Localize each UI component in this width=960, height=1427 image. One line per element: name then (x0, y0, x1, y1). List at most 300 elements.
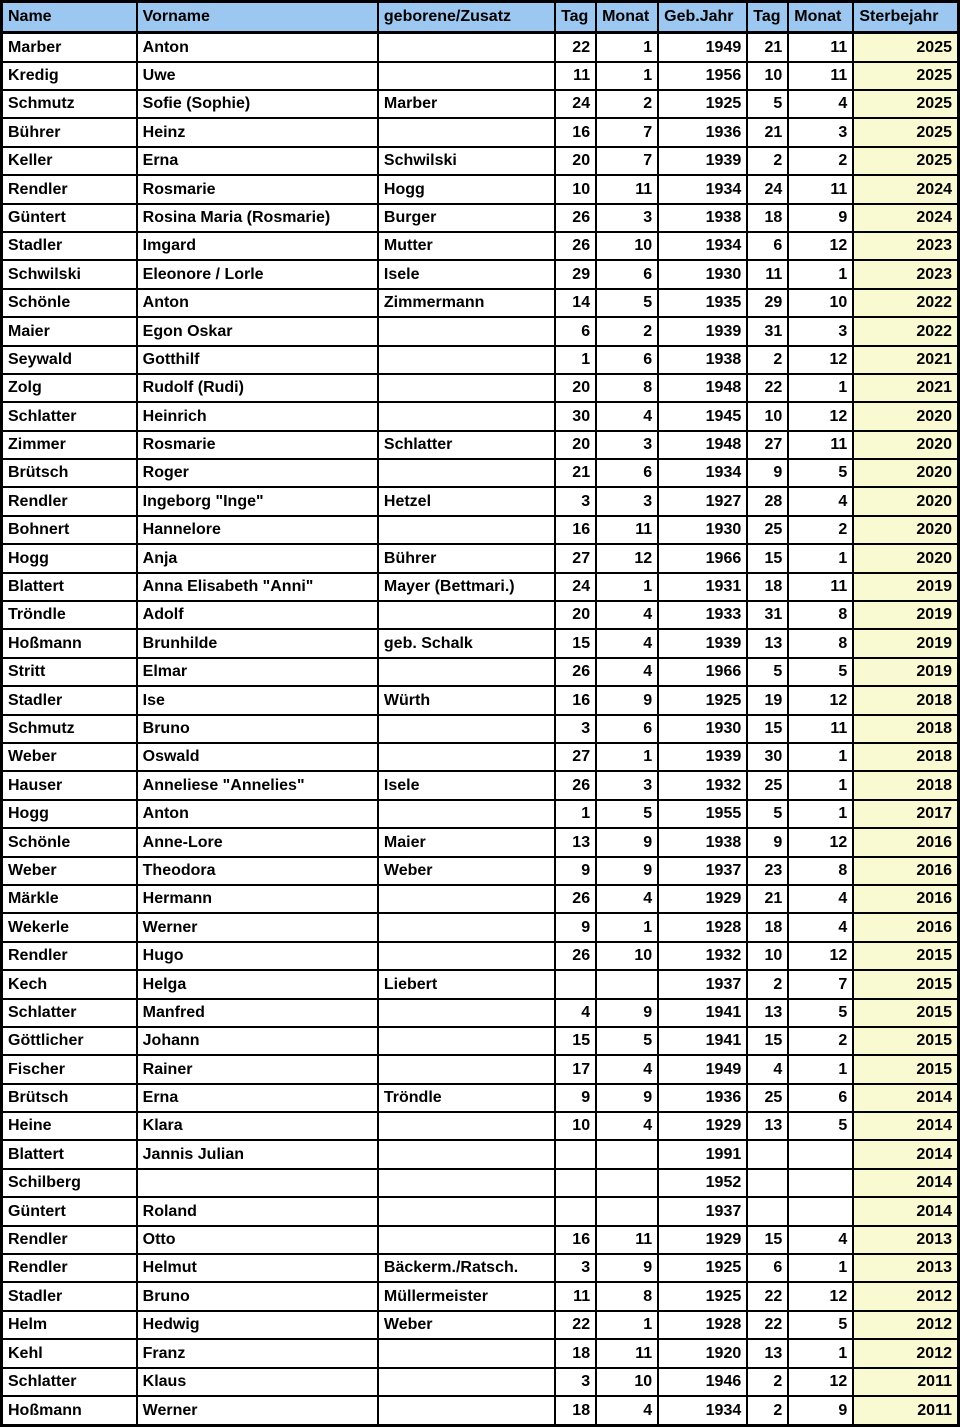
cell-sterbejahr: 2022 (853, 289, 958, 317)
cell-geb_jahr: 1925 (658, 686, 747, 714)
cell-name: Schmutz (2, 715, 137, 743)
cell-sterb_monat: 11 (788, 33, 853, 62)
cell-geborene_zusatz (378, 33, 555, 62)
cell-sterb_tag: 18 (747, 204, 788, 232)
table-row (2, 459, 959, 487)
cell-sterbejahr: 2015 (853, 970, 958, 998)
cell-geborene_zusatz (378, 1226, 555, 1254)
cell-geb_tag: 24 (555, 90, 596, 118)
cell-sterb_monat (788, 1140, 853, 1168)
table-row (2, 771, 959, 799)
cell-geb_jahr: 1948 (658, 374, 747, 402)
cell-geb_tag: 22 (555, 33, 596, 62)
cell-sterb_monat: 12 (788, 686, 853, 714)
cell-geb_monat: 3 (596, 771, 658, 799)
cell-sterbejahr: 2019 (853, 601, 958, 629)
cell-sterb_monat: 4 (788, 487, 853, 515)
cell-geb_monat: 9 (596, 1254, 658, 1282)
cell-geb_jahr: 1931 (658, 573, 747, 601)
cell-vorname: Klara (137, 1112, 378, 1140)
cell-sterbejahr: 2018 (853, 743, 958, 771)
cell-sterb_tag: 2 (747, 346, 788, 374)
cell-geb_jahr: 1946 (658, 1368, 747, 1396)
cell-name: Stadler (2, 1282, 137, 1310)
cell-geb_tag: 26 (555, 658, 596, 686)
cell-geb_tag: 9 (555, 913, 596, 941)
cell-name: Schmutz (2, 90, 137, 118)
cell-sterb_monat (788, 1169, 853, 1197)
cell-geborene_zusatz (378, 374, 555, 402)
cell-geb_tag: 20 (555, 374, 596, 402)
cell-vorname: Manfred (137, 999, 378, 1027)
table-row (2, 147, 959, 175)
cell-sterb_tag: 30 (747, 743, 788, 771)
cell-geb_jahr: 1937 (658, 857, 747, 885)
cell-geb_monat: 1 (596, 573, 658, 601)
cell-sterb_tag (747, 1169, 788, 1197)
cell-geb_jahr: 1956 (658, 62, 747, 90)
cell-geb_monat: 4 (596, 658, 658, 686)
cell-geb_tag: 15 (555, 1027, 596, 1055)
cell-sterb_tag: 10 (747, 62, 788, 90)
cell-geb_monat: 11 (596, 1339, 658, 1367)
table-row (2, 1368, 959, 1396)
table-row (2, 658, 959, 686)
cell-sterb_tag: 29 (747, 289, 788, 317)
cell-sterbejahr: 2025 (853, 62, 958, 90)
column-header-name: Name (2, 2, 137, 33)
cell-sterb_monat: 12 (788, 1368, 853, 1396)
cell-geb_jahr: 1966 (658, 544, 747, 572)
cell-geb_tag: 26 (555, 942, 596, 970)
cell-sterb_tag: 6 (747, 232, 788, 260)
cell-name: Keller (2, 147, 137, 175)
cell-sterbejahr: 2023 (853, 232, 958, 260)
cell-name: Rendler (2, 1226, 137, 1254)
cell-vorname: Klaus (137, 1368, 378, 1396)
cell-sterbejahr: 2018 (853, 686, 958, 714)
cell-sterbejahr: 2025 (853, 33, 958, 62)
cell-geborene_zusatz (378, 601, 555, 629)
cell-vorname: Adolf (137, 601, 378, 629)
cell-geborene_zusatz: Schwilski (378, 147, 555, 175)
cell-vorname: Hedwig (137, 1311, 378, 1339)
table-row (2, 346, 959, 374)
cell-name: Stritt (2, 658, 137, 686)
cell-geborene_zusatz (378, 516, 555, 544)
cell-sterb_tag: 23 (747, 857, 788, 885)
cell-geborene_zusatz (378, 118, 555, 146)
cell-name: Blattert (2, 573, 137, 601)
cell-name: Zolg (2, 374, 137, 402)
cell-sterb_monat: 11 (788, 715, 853, 743)
cell-sterbejahr: 2012 (853, 1339, 958, 1367)
cell-vorname: Rainer (137, 1055, 378, 1083)
cell-geb_monat: 4 (596, 1396, 658, 1426)
cell-name: Rendler (2, 175, 137, 203)
cell-name: Hogg (2, 800, 137, 828)
cell-sterbejahr: 2019 (853, 658, 958, 686)
cell-vorname: Anne-Lore (137, 828, 378, 856)
cell-name: Rendler (2, 487, 137, 515)
cell-sterbejahr: 2015 (853, 1055, 958, 1083)
cell-sterb_monat: 5 (788, 999, 853, 1027)
cell-geborene_zusatz: Isele (378, 771, 555, 799)
cell-sterbejahr: 2011 (853, 1368, 958, 1396)
cell-geb_monat (596, 970, 658, 998)
cell-vorname: Anton (137, 289, 378, 317)
cell-geb_tag: 13 (555, 828, 596, 856)
cell-sterb_monat: 8 (788, 857, 853, 885)
table-row (2, 800, 959, 828)
table-row (2, 317, 959, 345)
cell-vorname: Hermann (137, 885, 378, 913)
cell-vorname: Anneliese "Annelies" (137, 771, 378, 799)
cell-geb_jahr: 1939 (658, 317, 747, 345)
cell-geborene_zusatz (378, 402, 555, 430)
cell-sterb_tag: 5 (747, 658, 788, 686)
cell-name: Maier (2, 317, 137, 345)
cell-sterb_monat: 12 (788, 232, 853, 260)
cell-name: Wekerle (2, 913, 137, 941)
cell-geb_tag: 27 (555, 743, 596, 771)
cell-vorname: Rosina Maria (Rosmarie) (137, 204, 378, 232)
table-row (2, 942, 959, 970)
cell-sterb_monat: 12 (788, 346, 853, 374)
cell-vorname: Brunhilde (137, 629, 378, 657)
cell-geb_monat: 6 (596, 459, 658, 487)
cell-geb_tag: 15 (555, 629, 596, 657)
cell-geb_monat: 1 (596, 913, 658, 941)
column-header-geb_jahr: Geb.Jahr (658, 2, 747, 33)
cell-vorname: Rosmarie (137, 175, 378, 203)
table-row (2, 62, 959, 90)
cell-sterb_monat: 2 (788, 147, 853, 175)
cell-vorname: Hugo (137, 942, 378, 970)
cell-geborene_zusatz: Zimmermann (378, 289, 555, 317)
cell-geb_monat: 9 (596, 686, 658, 714)
cell-geb_monat: 1 (596, 33, 658, 62)
cell-geb_jahr: 1934 (658, 232, 747, 260)
cell-name: Brütsch (2, 1084, 137, 1112)
cell-geb_tag: 6 (555, 317, 596, 345)
cell-name: Hauser (2, 771, 137, 799)
cell-geb_jahr: 1937 (658, 1197, 747, 1225)
cell-sterbejahr: 2024 (853, 204, 958, 232)
cell-geborene_zusatz (378, 913, 555, 941)
cell-sterb_monat: 12 (788, 402, 853, 430)
cell-name: Güntert (2, 204, 137, 232)
cell-geb_monat: 4 (596, 601, 658, 629)
cell-geb_monat: 2 (596, 90, 658, 118)
cell-sterbejahr: 2014 (853, 1112, 958, 1140)
cell-sterb_monat: 10 (788, 289, 853, 317)
cell-geb_tag: 14 (555, 289, 596, 317)
cell-geb_tag: 1 (555, 346, 596, 374)
cell-geb_jahr: 1929 (658, 1112, 747, 1140)
cell-sterb_tag: 4 (747, 1055, 788, 1083)
cell-geborene_zusatz: Mayer (Bettmari.) (378, 573, 555, 601)
cell-name: Hoßmann (2, 629, 137, 657)
cell-geb_tag: 3 (555, 487, 596, 515)
cell-geborene_zusatz (378, 1396, 555, 1426)
cell-geb_tag: 20 (555, 431, 596, 459)
header-row (2, 2, 959, 33)
cell-geb_monat: 4 (596, 402, 658, 430)
cell-geb_jahr: 1935 (658, 289, 747, 317)
cell-sterb_monat: 1 (788, 260, 853, 288)
cell-geborene_zusatz: Marber (378, 90, 555, 118)
cell-geb_tag: 9 (555, 1084, 596, 1112)
cell-geb_tag (555, 970, 596, 998)
cell-geb_monat: 8 (596, 374, 658, 402)
cell-vorname: Rudolf (Rudi) (137, 374, 378, 402)
cell-name: Bohnert (2, 516, 137, 544)
cell-geb_jahr: 1955 (658, 800, 747, 828)
cell-vorname: Anja (137, 544, 378, 572)
cell-sterb_monat: 1 (788, 1055, 853, 1083)
cell-geb_monat: 5 (596, 800, 658, 828)
cell-sterb_monat: 12 (788, 942, 853, 970)
cell-geborene_zusatz: Hetzel (378, 487, 555, 515)
cell-geb_tag: 11 (555, 1282, 596, 1310)
cell-sterb_monat: 11 (788, 62, 853, 90)
table-row (2, 260, 959, 288)
cell-geb_monat: 1 (596, 1311, 658, 1339)
cell-vorname: Oswald (137, 743, 378, 771)
cell-vorname (137, 1169, 378, 1197)
cell-sterb_tag: 15 (747, 1027, 788, 1055)
cell-sterb_tag: 18 (747, 573, 788, 601)
cell-sterb_monat: 11 (788, 175, 853, 203)
cell-vorname: Gotthilf (137, 346, 378, 374)
cell-sterb_tag: 21 (747, 885, 788, 913)
cell-sterb_tag (747, 1197, 788, 1225)
cell-vorname: Roland (137, 1197, 378, 1225)
cell-geb_monat: 10 (596, 942, 658, 970)
cell-name: Schlatter (2, 999, 137, 1027)
cell-geb_jahr: 1929 (658, 1226, 747, 1254)
cell-geborene_zusatz: Isele (378, 260, 555, 288)
cell-vorname: Erna (137, 1084, 378, 1112)
table-row (2, 970, 959, 998)
cell-geb_tag: 3 (555, 1368, 596, 1396)
cell-geb_monat: 9 (596, 1084, 658, 1112)
cell-sterb_monat: 5 (788, 459, 853, 487)
cell-sterbejahr: 2018 (853, 771, 958, 799)
cell-vorname: Bruno (137, 1282, 378, 1310)
table-row (2, 1169, 959, 1197)
cell-geborene_zusatz: Liebert (378, 970, 555, 998)
cell-vorname: Helga (137, 970, 378, 998)
table-row (2, 544, 959, 572)
cell-vorname: Bruno (137, 715, 378, 743)
cell-vorname: Jannis Julian (137, 1140, 378, 1168)
cell-vorname: Rosmarie (137, 431, 378, 459)
cell-geb_jahr: 1938 (658, 828, 747, 856)
cell-sterb_monat: 5 (788, 1311, 853, 1339)
cell-vorname: Theodora (137, 857, 378, 885)
cell-sterb_tag: 2 (747, 1396, 788, 1426)
cell-geb_jahr: 1930 (658, 516, 747, 544)
cell-geb_jahr: 1948 (658, 431, 747, 459)
cell-sterbejahr: 2019 (853, 573, 958, 601)
cell-geb_jahr: 1934 (658, 175, 747, 203)
cell-name: Seywald (2, 346, 137, 374)
cell-sterbejahr: 2020 (853, 431, 958, 459)
column-header-vorname: Vorname (137, 2, 378, 33)
table-row (2, 743, 959, 771)
cell-name: Hoßmann (2, 1396, 137, 1426)
cell-geb_jahr: 1934 (658, 459, 747, 487)
cell-name: Zimmer (2, 431, 137, 459)
cell-geb_jahr: 1930 (658, 260, 747, 288)
cell-geb_jahr: 1941 (658, 1027, 747, 1055)
table-row (2, 1282, 959, 1310)
cell-geb_jahr: 1938 (658, 346, 747, 374)
cell-sterb_monat: 2 (788, 1027, 853, 1055)
cell-geborene_zusatz: Würth (378, 686, 555, 714)
cell-sterb_tag: 5 (747, 800, 788, 828)
cell-name: Heine (2, 1112, 137, 1140)
cell-geborene_zusatz (378, 800, 555, 828)
cell-sterbejahr: 2020 (853, 544, 958, 572)
cell-sterbejahr: 2014 (853, 1140, 958, 1168)
cell-geb_jahr: 1928 (658, 913, 747, 941)
cell-geborene_zusatz: Bäckerm./Ratsch. (378, 1254, 555, 1282)
cell-vorname: Egon Oskar (137, 317, 378, 345)
cell-sterbejahr: 2018 (853, 715, 958, 743)
cell-geb_tag: 11 (555, 62, 596, 90)
cell-geb_monat: 9 (596, 857, 658, 885)
cell-geb_jahr: 1928 (658, 1311, 747, 1339)
cell-geborene_zusatz (378, 1339, 555, 1367)
cell-geb_tag: 3 (555, 1254, 596, 1282)
column-header-sterb_tag: Tag (747, 2, 788, 33)
cell-geb_jahr: 1929 (658, 885, 747, 913)
cell-sterb_tag: 15 (747, 1226, 788, 1254)
cell-geborene_zusatz: Mutter (378, 232, 555, 260)
cell-vorname: Roger (137, 459, 378, 487)
cell-sterb_monat (788, 1197, 853, 1225)
cell-geb_jahr: 1936 (658, 118, 747, 146)
cell-name: Bührer (2, 118, 137, 146)
cell-sterb_monat: 4 (788, 885, 853, 913)
cell-name: Rendler (2, 1254, 137, 1282)
cell-sterbejahr: 2023 (853, 260, 958, 288)
table-row (2, 686, 959, 714)
cell-geborene_zusatz (378, 1368, 555, 1396)
cell-geb_tag (555, 1140, 596, 1168)
cell-geb_monat: 4 (596, 1112, 658, 1140)
cell-geborene_zusatz: geb. Schalk (378, 629, 555, 657)
cell-geb_tag: 16 (555, 686, 596, 714)
cell-sterbejahr: 2014 (853, 1084, 958, 1112)
cell-sterbejahr: 2019 (853, 629, 958, 657)
cell-sterb_monat: 4 (788, 90, 853, 118)
table-header (2, 2, 959, 33)
cell-geb_monat: 11 (596, 1226, 658, 1254)
cell-sterbejahr: 2021 (853, 374, 958, 402)
cell-sterbejahr: 2020 (853, 516, 958, 544)
cell-sterb_tag: 15 (747, 544, 788, 572)
column-header-geborene_zusatz: geborene/Zusatz (378, 2, 555, 33)
table-row (2, 33, 959, 62)
cell-geb_jahr: 1966 (658, 658, 747, 686)
cell-vorname: Werner (137, 1396, 378, 1426)
cell-sterb_monat: 6 (788, 1084, 853, 1112)
cell-name: Fischer (2, 1055, 137, 1083)
cell-name: Weber (2, 857, 137, 885)
table-row (2, 1055, 959, 1083)
cell-sterb_monat: 2 (788, 516, 853, 544)
cell-geborene_zusatz: Weber (378, 857, 555, 885)
cell-sterb_tag: 22 (747, 1311, 788, 1339)
cell-geborene_zusatz (378, 1169, 555, 1197)
cell-sterb_tag: 10 (747, 402, 788, 430)
table-row (2, 232, 959, 260)
cell-geb_tag: 21 (555, 459, 596, 487)
table-row (2, 1254, 959, 1282)
cell-sterb_tag: 13 (747, 629, 788, 657)
cell-geb_monat: 8 (596, 1282, 658, 1310)
cell-geborene_zusatz (378, 999, 555, 1027)
cell-geb_monat: 6 (596, 715, 658, 743)
cell-geb_jahr: 1938 (658, 204, 747, 232)
cell-geb_jahr: 1941 (658, 999, 747, 1027)
table-row (2, 629, 959, 657)
cell-vorname: Sofie (Sophie) (137, 90, 378, 118)
cell-geb_monat (596, 1140, 658, 1168)
cell-geb_monat: 3 (596, 487, 658, 515)
cell-sterb_monat: 12 (788, 828, 853, 856)
cell-geborene_zusatz (378, 1197, 555, 1225)
table-row (2, 175, 959, 203)
cell-sterbejahr: 2015 (853, 999, 958, 1027)
cell-name: Rendler (2, 942, 137, 970)
cell-geb_monat: 7 (596, 118, 658, 146)
cell-geb_monat: 7 (596, 147, 658, 175)
table-row (2, 118, 959, 146)
cell-name: Märkle (2, 885, 137, 913)
cell-name: Schlatter (2, 1368, 137, 1396)
cell-sterb_monat: 8 (788, 601, 853, 629)
cell-geb_jahr: 1991 (658, 1140, 747, 1168)
cell-sterbejahr: 2025 (853, 147, 958, 175)
cell-sterb_tag: 13 (747, 1339, 788, 1367)
cell-geb_tag: 4 (555, 999, 596, 1027)
cell-sterb_monat: 11 (788, 573, 853, 601)
cell-name: Kech (2, 970, 137, 998)
cell-geb_tag: 17 (555, 1055, 596, 1083)
table-body (2, 33, 959, 1426)
cell-sterb_monat: 4 (788, 1226, 853, 1254)
cell-sterb_tag: 22 (747, 1282, 788, 1310)
cell-sterb_tag: 6 (747, 1254, 788, 1282)
table-row (2, 857, 959, 885)
cell-sterbejahr: 2012 (853, 1282, 958, 1310)
cell-geb_monat (596, 1169, 658, 1197)
cell-geb_jahr: 1925 (658, 1282, 747, 1310)
cell-geb_monat: 10 (596, 232, 658, 260)
table-row (2, 516, 959, 544)
cell-sterb_tag: 24 (747, 175, 788, 203)
cell-name: Weber (2, 743, 137, 771)
cell-sterb_monat: 3 (788, 317, 853, 345)
table-row (2, 431, 959, 459)
cell-geb_tag: 9 (555, 857, 596, 885)
table-row (2, 1027, 959, 1055)
